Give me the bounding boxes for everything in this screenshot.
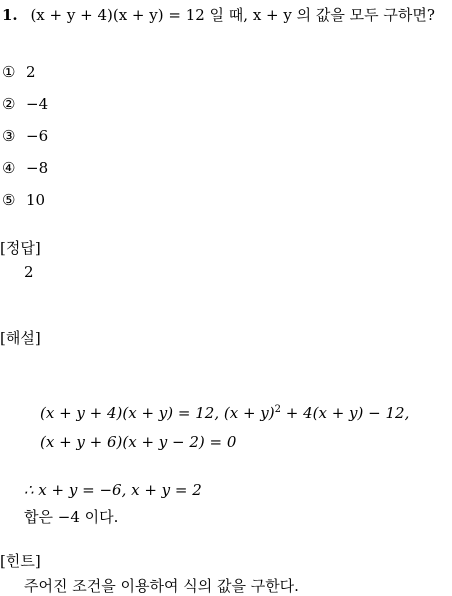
answer-value: 2 (24, 263, 34, 281)
choice-value: 2 (26, 63, 36, 81)
explanation-sum: 합은 −4 이다. (24, 508, 119, 526)
choice-4[interactable] (2, 158, 48, 178)
equation-1-exponent: 2 (274, 404, 281, 415)
question (2, 5, 435, 25)
choice-3[interactable] (2, 126, 48, 146)
choice-value: −8 (26, 159, 49, 177)
choice-5[interactable] (2, 190, 45, 210)
choice-mark: ③ (2, 127, 16, 145)
choice-value: 10 (26, 191, 46, 209)
explanation-equation-2: (x + y + 6)(x + y − 2) = 0 (40, 433, 237, 451)
explanation-therefore: ∴ x + y = −6, x + y = 2 (24, 481, 202, 499)
explanation-heading: [해설] (0, 329, 41, 347)
explanation-equation-1 (40, 400, 409, 423)
hint-heading: [힌트] (0, 552, 41, 570)
question-number: 1. (2, 6, 18, 24)
equation-1-part-b: + 4(x + y) − 12, (280, 404, 410, 422)
equation-1-part-a: (x + y + 4)(x + y) = 12, (x + y) (40, 404, 275, 422)
choice-value: −6 (26, 127, 49, 145)
choice-2[interactable] (2, 94, 48, 114)
choice-1[interactable] (2, 62, 36, 82)
choice-mark: ⑤ (2, 191, 16, 209)
choice-mark: ① (2, 63, 16, 81)
question-text: (x + y + 4)(x + y) = 12 일 때, x + y 의 값을 모두 구하면? (30, 6, 435, 24)
choice-value: −4 (26, 95, 49, 113)
choice-mark: ② (2, 95, 16, 113)
choice-mark: ④ (2, 159, 16, 177)
answer-heading: [정답] (0, 239, 41, 257)
hint-text: 주어진 조건을 이용하여 식의 값을 구한다. (24, 577, 299, 595)
